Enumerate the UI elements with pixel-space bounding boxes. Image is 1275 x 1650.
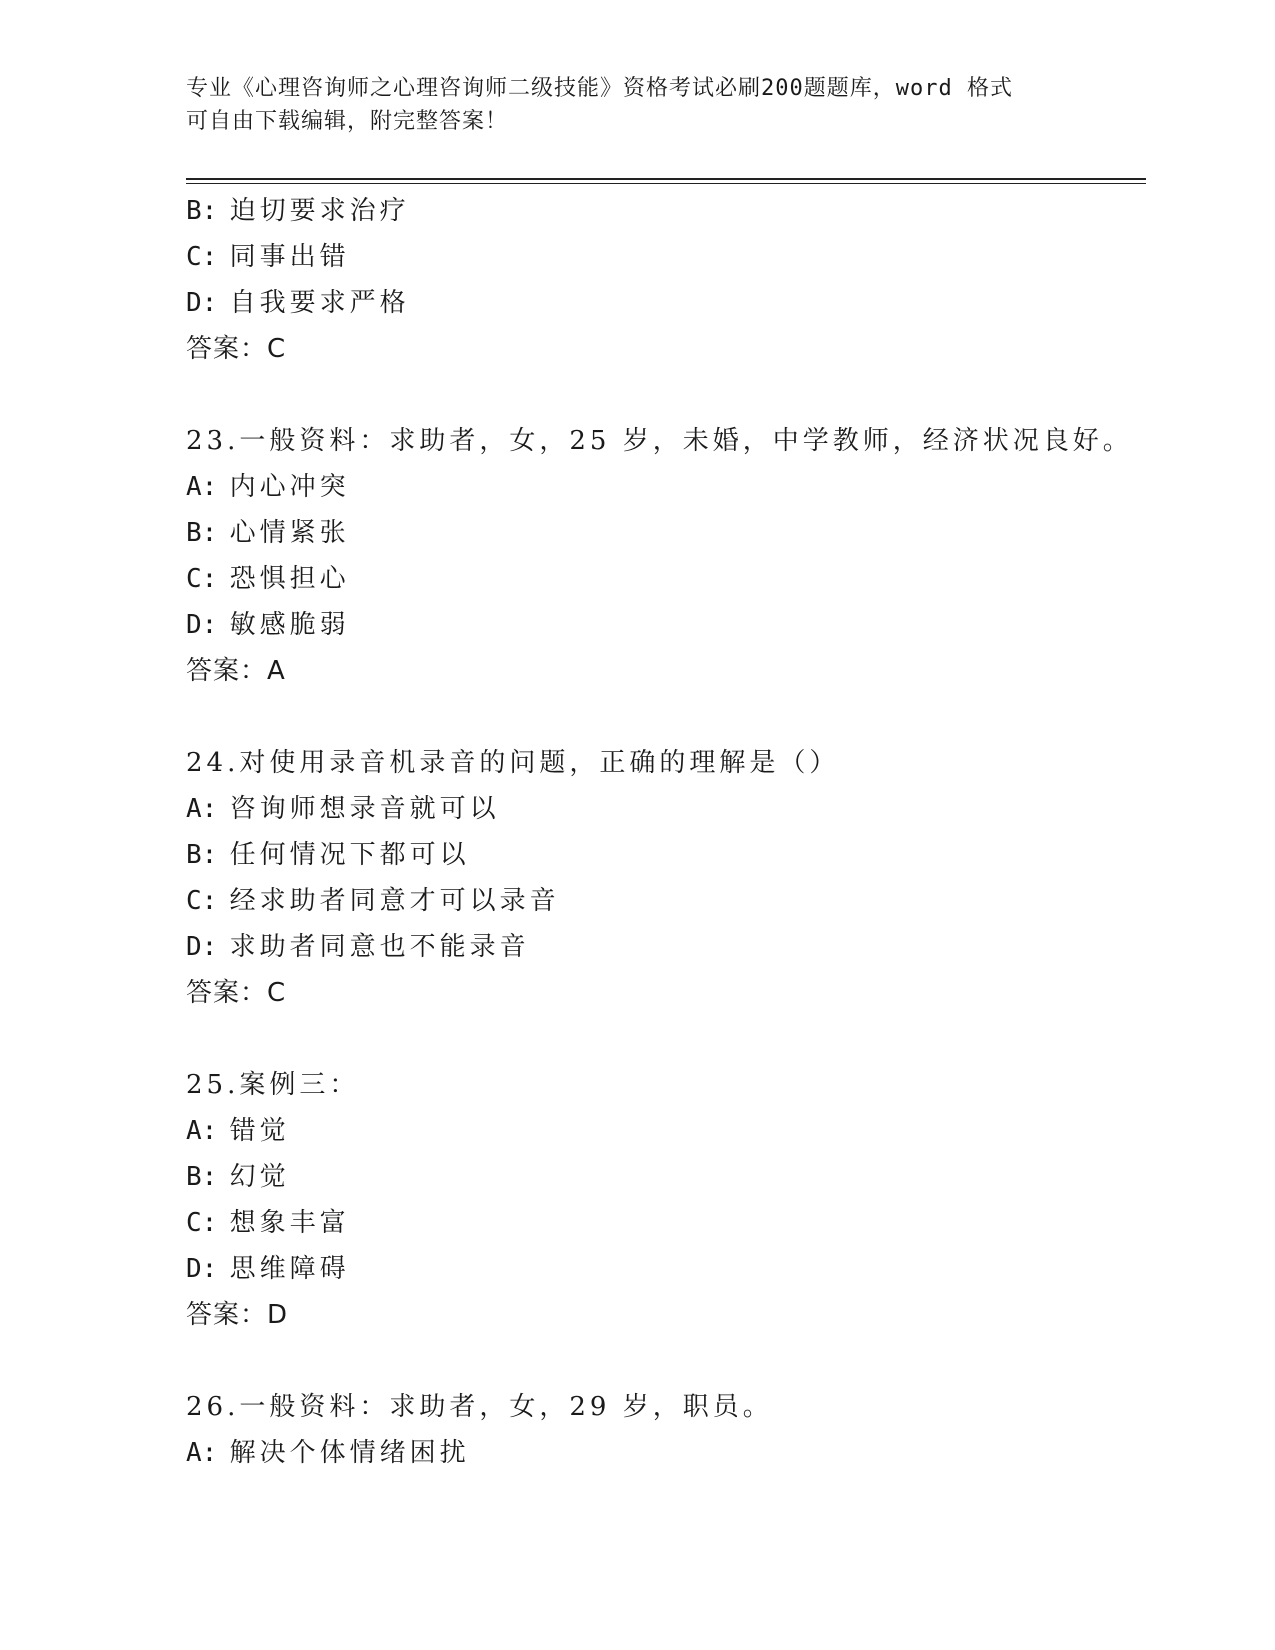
option-a: A: 咨询师想录音就可以 <box>186 794 500 824</box>
question-block <box>186 418 1146 694</box>
option-c: C: 同事出错 <box>186 242 350 272</box>
question-text: 24.对使用录音机录音的问题，正确的理解是（） <box>186 748 840 778</box>
header-divider-thin <box>186 183 1146 184</box>
answer-line: 答案：A <box>186 656 286 686</box>
option-d: D: 求助者同意也不能录音 <box>186 932 530 962</box>
question-text: 25.案例三： <box>186 1070 360 1100</box>
answer-line: 答案：C <box>186 334 287 364</box>
option-b: B: 迫切要求治疗 <box>186 196 410 226</box>
option-b: B: 任何情况下都可以 <box>186 840 470 870</box>
option-a: A: 解决个体情绪困扰 <box>186 1438 470 1468</box>
answer-line: 答案：D <box>186 1300 289 1330</box>
question-block <box>186 1062 1146 1338</box>
question-text: 23.一般资料：求助者，女，25 岁，未婚，中学教师，经济状况良好。 <box>186 426 1133 456</box>
question-list <box>186 188 1146 1476</box>
question-block <box>186 1384 1146 1476</box>
option-a: A: 内心冲突 <box>186 472 350 502</box>
option-d: D: 自我要求严格 <box>186 288 410 318</box>
question-block <box>186 740 1146 1016</box>
answer-line: 答案：C <box>186 978 287 1008</box>
option-c: C: 经求助者同意才可以录音 <box>186 886 560 916</box>
question-text: 26.一般资料：求助者，女，29 岁，职员。 <box>186 1392 773 1422</box>
option-d: D: 敏感脆弱 <box>186 610 350 640</box>
option-b: B: 心情紧张 <box>186 518 350 548</box>
option-b: B: 幻觉 <box>186 1162 290 1192</box>
option-c: C: 想象丰富 <box>186 1208 350 1238</box>
header-line-2: 可自由下载编辑，附完整答案！ <box>186 109 509 134</box>
option-d: D: 思维障碍 <box>186 1254 350 1284</box>
option-c: C: 恐惧担心 <box>186 564 350 594</box>
document-header <box>186 72 1106 138</box>
option-a: A: 错觉 <box>186 1116 290 1146</box>
header-divider <box>186 178 1146 180</box>
question-block <box>186 188 1146 372</box>
header-line-1: 专业《心理咨询师之心理咨询师二级技能》资格考试必刷200题题库，word 格式 <box>186 76 1013 101</box>
